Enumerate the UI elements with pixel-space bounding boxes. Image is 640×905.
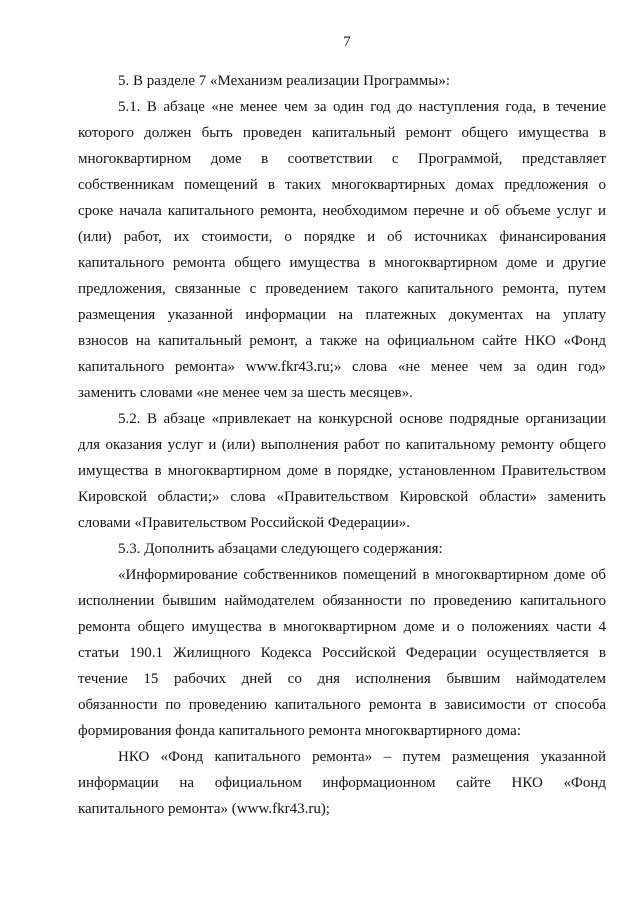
text-line: размещения указанной информации на платежных документах на уплату (78, 307, 606, 323)
text-line: исполнении бывшим наймодателем обязанности по проведению капитального (78, 593, 606, 609)
text-line: капитального ремонта общего имущества в многоквартирном доме и другие (78, 255, 606, 271)
paragraph-5-1 (78, 94, 606, 406)
text-line: 5.3. Дополнить абзацами следующего содержания: (118, 541, 443, 557)
text-line: взносов на капитальный ремонт, а также на официальном сайте НКО «Фонд (78, 333, 606, 349)
text-line: которого должен быть проведен капитальный ремонт общего имущества в (78, 125, 606, 141)
text-line: сроке начала капитального ремонта, необходимом перечне и об объеме услуг и (78, 203, 606, 219)
paragraph-5-3 (78, 536, 606, 562)
paragraph-section-5 (78, 68, 606, 94)
text-line: формирования фонда капитального ремонта многоквартирного дома: (78, 723, 521, 739)
text-line: ремонта общего имущества в многоквартирном доме и о положениях части 4 (78, 619, 606, 635)
text-line: словами «Правительством Российской Федерации». (78, 515, 411, 531)
text-line: информации на официальном информационном сайте НКО «Фонд (78, 775, 606, 791)
text-line: для оказания услуг и (или) выполнения работ по капитальному ремонту общего (78, 437, 606, 453)
text-line: 5. В разделе 7 «Механизм реализации Программы»: (118, 73, 450, 89)
text-line: НКО «Фонд капитального ремонта» – путем размещения указанной (118, 749, 606, 765)
text-line: 5.2. В абзаце «привлекает на конкурсной основе подрядные организации (118, 411, 606, 427)
text-line: течение 15 рабочих дней со дня исполнения бывшим наймодателем (78, 671, 606, 687)
text-line: капитального ремонта» www.fkr43.ru;» слова «не менее чем за один год» (78, 359, 606, 375)
text-line: Кировской области;» слова «Правительством Кировской области» заменить (78, 489, 606, 505)
document-body (78, 68, 606, 822)
text-line: заменить словами «не менее чем за шесть месяцев». (78, 385, 413, 401)
text-line: многоквартирном доме в соответствии с Программой, представляет (78, 151, 606, 167)
text-line: статьи 190.1 Жилищного Кодекса Российской Федерации осуществляется в (78, 645, 606, 661)
paragraph-nko-fund (78, 744, 606, 822)
text-line: «Информирование собственников помещений в многоквартирном доме об (118, 567, 606, 583)
text-line: обязанности по проведению капитального ремонта в зависимости от способа (78, 697, 606, 713)
page-number: 7 (343, 34, 351, 50)
paragraph-informing (78, 562, 606, 744)
text-line: (или) работ, их стоимости, о порядке и об источниках финансирования (78, 229, 606, 245)
paragraph-5-2 (78, 406, 606, 536)
text-line: 5.1. В абзаце «не менее чем за один год до наступления года, в течение (118, 99, 606, 115)
text-line: собственникам помещений в таких многоквартирных домах предложения о (78, 177, 606, 193)
text-line: предложения, связанные с проведением такого капитального ремонта, путем (78, 281, 606, 297)
text-line: капитального ремонта» (www.fkr43.ru); (78, 801, 330, 817)
text-line: имущества в многоквартирном доме в порядке, установленном Правительством (78, 463, 606, 479)
